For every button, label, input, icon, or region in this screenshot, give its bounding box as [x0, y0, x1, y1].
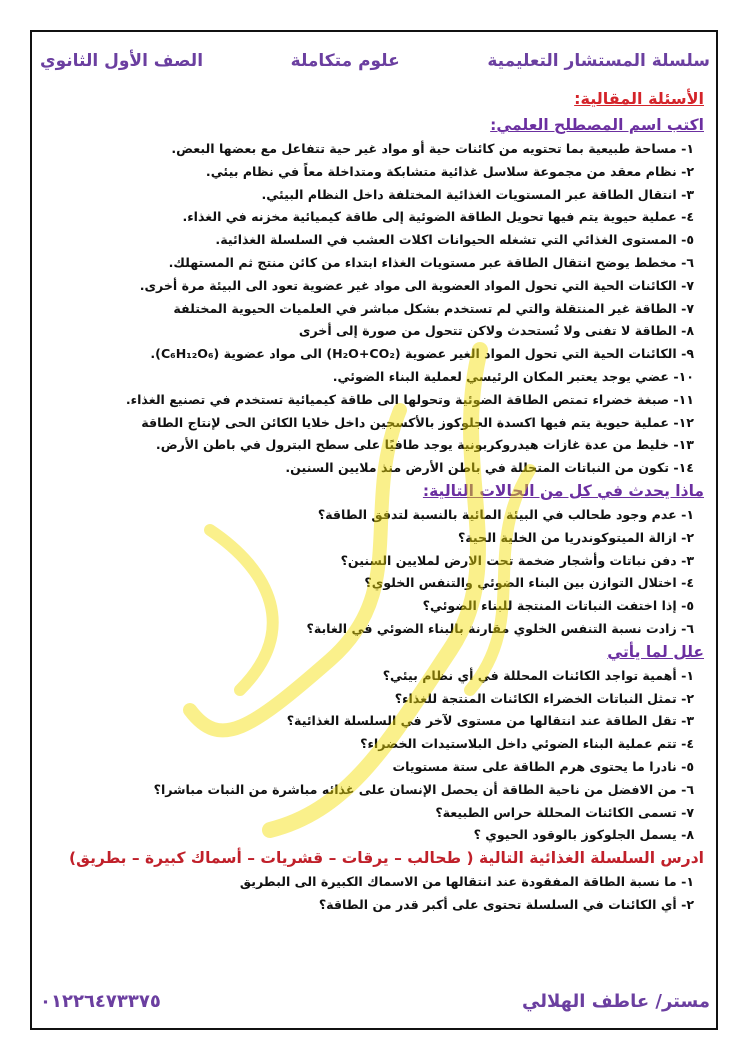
- question-item: ٦- مخطط يوضح انتقال الطاقة عبر مستويات الغذاء ابتداء من كائن منتج ثم المستهلك.: [168, 254, 694, 270]
- grade-title: الصف الأول الثانوي: [40, 51, 204, 71]
- section-scientific-terms-title: اكتب اسم المصطلح العلمي:: [490, 116, 704, 134]
- question-item: ٦- من الافضل من ناحية الطاقة أن يحصل الإنسان على غذائه مباشرة من النبات مباشرا؟: [153, 781, 694, 797]
- series-title: سلسلة المستشار التعليمية: [487, 51, 710, 71]
- phone-number: ٠١٢٢٦٤٧٣٣٧٥: [40, 990, 161, 1012]
- question-item: ٤- تتم عملية البناء الضوئي داخل البلاستيدات الخضراء؟: [360, 736, 694, 752]
- question-item: ١- أهمية تواجد الكائنات المحللة في أي نظام بيئي؟: [382, 667, 694, 683]
- question-item: ٥- المستوى الغذائي التي تشغله الحيوانات اكلات العشب في السلسلة الغذائية.: [215, 232, 694, 248]
- section-explain-title: علل لما يأتي: [607, 642, 704, 661]
- question-item: ٢- أي الكائنات في السلسلة تحتوى على أكبر قدر من الطاقة؟: [318, 896, 694, 912]
- question-item: ٩- الكائنات الحية التي تحول المواد الغير عضوية (H₂O+CO₂) الى مواد عضوية (C₆H₁₂O₆).: [150, 346, 694, 362]
- question-item: ١٠- عضي يوجد يعتبر المكان الرئيسي لعملية البناء الضوئي.: [332, 368, 694, 384]
- section-food-chain: [40, 871, 710, 917]
- section-scientific-terms: [40, 138, 710, 480]
- question-item: ٢- نظام معقد من مجموعة سلاسل غذائية متشابكة ومتداخلة معاً في نظام بيئي.: [205, 163, 694, 179]
- section-explain: [40, 665, 710, 847]
- question-item: ٧- تسمى الكائنات المحللة حراس الطبيعة؟: [435, 804, 694, 820]
- question-item: ٥- إذا اختفت النباتات المنتجة للبناء الضوئي؟: [422, 598, 694, 614]
- question-item: ١١- صبغة خضراء تمتص الطاقة الضوئية وتحولها الى طاقة كيميائية تستخدم في تصنيع الغذاء.: [125, 391, 694, 407]
- section-food-chain-title: ادرس السلسلة الغذائية التالية ( طحالب – يرقات – قشريات – أسماك كبيرة – بطريق): [69, 849, 704, 868]
- question-item: ٣- دفن نباتات وأشجار ضخمة تحت الارض لملايين السنين؟: [340, 552, 694, 568]
- question-item: ١- مساحة طبيعية بما تحتويه من كائنات حية أو مواد غير حية تتفاعل مع بعضها البعض.: [171, 141, 694, 156]
- question-item: ٢- ازالة الميتوكوندريا من الخلية الحية؟: [457, 529, 694, 545]
- question-item: ٤- اختلال التوازن بين البناء الضوئي والتنفس الخلوي؟: [364, 575, 694, 591]
- question-item: ١- عدم وجود طحالب في البيئة المائية بالنسبة لتدفق الطاقة؟: [317, 506, 694, 522]
- question-item: ٣- انتقال الطاقة عبر المستويات الغذائية المختلفة داخل النظام البيئي.: [261, 186, 694, 202]
- question-item: ١٣- خليط من عدة غازات هيدروكربونية يوجد طافيًا على سطح البترول في باطن الأرض.: [155, 437, 694, 453]
- worksheet-content: [40, 88, 710, 917]
- question-item: ٢- تمثل النباتات الخضراء الكائنات المنتجة للغذاء؟: [394, 690, 694, 706]
- question-item: ٧- الطاقة غير المنتقلة والتي لم تستخدم بشكل مباشر في العلميات الحيوية المختلفة: [173, 300, 694, 316]
- question-item: ٦- زادت نسبة التنفس الخلوي مقارنة بالبناء الضوئي في الغابة؟: [306, 620, 694, 636]
- question-item: ١- ما نسبة الطاقة المفقودة عند انتقالها من الاسماك الكبيرة الى البطريق: [239, 874, 694, 890]
- essay-questions-title: الأسئلة المقالية:: [574, 89, 704, 108]
- question-item: ٧- الكائنات الحية التي تحول المواد العضوية الى مواد غير عضوية تعود الى البيئة مرة أخرى.: [139, 277, 694, 293]
- question-item: ٤- عملية حيوية يتم فيها تحويل الطاقة الضوئية إلى طاقة كيميائية مخزنه في الغذاء.: [182, 209, 694, 225]
- teacher-name: مستر/ عاطف الهلالي: [521, 990, 710, 1012]
- question-item: ٨- الطاقة لا تفنى ولا تُستحدث ولاكن تتحول من صورة إلى أخرى: [298, 323, 694, 339]
- subject-title: علوم متكاملة: [290, 51, 400, 71]
- page-header: [40, 44, 710, 78]
- question-item: ٨- يسمل الجلوكوز بالوقود الحيوي ؟: [473, 827, 694, 843]
- page-footer: [40, 984, 710, 1018]
- section-what-happens-title: ماذا يحدث في كل من الحالات التالية:: [422, 481, 704, 500]
- question-item: ٣- تقل الطاقة عند انتقالها من مستوى لآخر في السلسلة الغذائية؟: [286, 713, 694, 729]
- question-item: ١٢- عملية حيوية يتم فيها اكسدة الجلوكوز بالأكسجين داخل خلايا الكائن الحى لإنتاج الطاقة: [141, 414, 694, 430]
- question-item: ١٤- تكون من النباتات المتحللة في باطن الأرض منذ ملايين السنين.: [285, 460, 694, 476]
- question-item: ٥- نادرا ما يحتوى هرم الطاقة على ستة مستويات: [392, 758, 694, 774]
- section-what-happens: [40, 504, 710, 641]
